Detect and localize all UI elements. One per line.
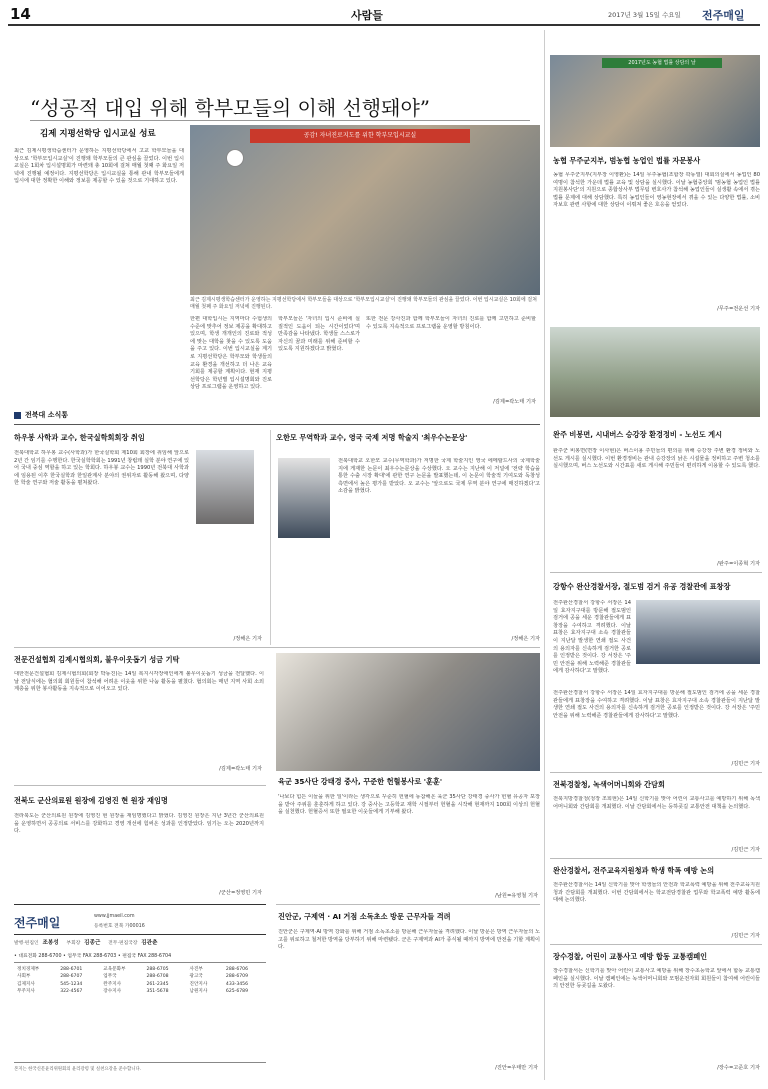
jinan-headline: 진안군, 구제역 · AI 거점 소독초소 방문 근무자들 격려 [278,912,451,921]
lead-rule [30,120,530,121]
donate-reporter: /김제=곽노태 기자 [219,766,262,772]
section-marker-icon [14,412,21,419]
flag-icon [226,149,244,167]
donate-body: 대한전문건설협회 김제시협의회(회장 박동진)는 14일 복지시각장애인에게 불우이웃돕기 성금을 전달했다. 이날 전달식에는 협의회 회원들이 참석해 어려운 이웃을 위한 나눔 활동을 펼쳤다. 협의회는 매년 지역 사회 소외계층을 위한 봉사활동을 지속적으로 이어오고 있다. [14,671,264,693]
kang-photo [276,653,540,771]
directory-cell: 완주지사 [103,981,122,987]
footer-reg-info: 등록번호 전북 가00016 [94,924,145,929]
police-headline: 강항수 완산경찰서장, 절도범 검거 유공 경찰관에 표창장 [553,582,731,591]
directory-cell: 288-6706 [225,967,249,972]
ha-portrait [196,450,254,524]
oh-body: 전북대학교 오한모 교수(무역학과)가 저명한 국제 학술지인 영국 에메랄드사의 국제학술지에 게재한 논문이 최우수논문상을 수상했다. 오 교수는 지난해 이 저널에 '전략 학습을 통한 수출 시장 확대'에 관한 연구 논문을 발표했는데, 이 논문이 학술적 기여도와 독창성 측면에서 높은 평가를 받았다. 오 교수는 '앞으로도 국제 무역 분야 연구에 매진하겠다'고 소감을 밝혔다. [338,458,540,495]
nonghyup-headline: 농협 무주군지부, 범농협 농업인 법률 자문봉사 [553,156,701,165]
directory-cell: 433-3456 [225,981,249,987]
jangsu-body: 장수경찰서는 신학기를 맞아 어린이 교통사고 예방을 위해 장수초등학교 앞에서 합동 교통캠페인을 실시했다. 이날 캠페인에는 녹색어머니회와 모범운전자회 회원들이 참여해 어린이들의 안전한 등굣길을 도왔다. [553,968,760,990]
rule-right-3 [550,858,762,859]
lead-subhead: 김제 지평선학당 입시교실 성료 [40,129,156,139]
directory-cell: 288-6705 [146,967,169,972]
footer-bottom-note: 본지는 한국신문윤리위원회의 윤리강령 및 실천요강을 준수합니다. [14,1067,142,1072]
rule-left-2 [14,904,266,905]
bus-reporter: /완주=이종혁 기자 [717,561,760,567]
directory-cell: 288-6701 [60,967,83,972]
ha-body: 전북대학교 하우봉 교수(사학과)가 한국실학회 제10회 회장에 취임해 앞으로 2년 간 임기를 수행한다. 한국실학학회는 1991년 창립돼 실학 분야 연구에 있어 국내 중심 역할을 하고 있는 학회다. 하우봉 교수는 1990년 전북대 사학과에 임용된 이후 한국실학과 한일관계사 분야의 권위자로 활동해 왔으며, 다양한 학술 연구와 저술 활동을 펼쳐왔다. [14,450,189,487]
header-rule [8,24,760,26]
oh-portrait [278,458,330,538]
directory-row [14,988,266,995]
directory-cell: 322-4567 [60,989,83,995]
lead-photo-banner: 공감! 자녀진로지도를 위한 학부모입시교실 [250,129,470,143]
directory-cell: 288-6708 [146,974,169,980]
footer-website: www.jjmaeil.com [94,914,135,919]
footer-directory [14,966,266,996]
directory-cell: 교육문화부 [103,967,126,972]
directory-row [14,973,266,980]
oh-headline: 오한모 무역학과 교수, 영국 국제 저명 학술지 '최우수논문상' [276,433,468,442]
ha-reporter: /정해은 기자 [233,636,262,642]
rule-left-1 [14,785,266,786]
rule-right-2 [550,772,762,773]
directory-cell: 무주지사 [17,989,35,995]
editor-label: 전무·편집국장 [108,941,138,946]
bus-stop-photo [550,327,760,417]
footer-rule-3 [14,1062,266,1063]
publisher-name: 조봉성 [42,940,59,946]
jinan-body: 진안군은 구제역·AI 방역 강화를 위해 거점 소독초소를 방문해 근무자들을 격려했다. 이날 방문은 방역 근무자들의 노고를 위로하고 철저한 방역을 당부하기 위해 마련됐다. 군은 구제역과 AI가 종식될 때까지 방역에 만전을 기할 계획이다. [278,929,540,951]
nonghyup-photo [550,55,760,147]
directory-cell: 김제지사 [17,981,35,987]
divider-ha-oh [270,430,271,645]
rule-kang [276,904,540,905]
footer-masthead: 전주매일 [14,916,61,930]
directory-cell: 정치경제부 [17,967,40,972]
gunsan-body: 전라북도는 군산의료원 원장에 김영진 현 원장을 재임명했다고 밝혔다. 김영진 원장은 지난 3년간 군산의료원을 운영하면서 공공의료 서비스를 강화하고 경영 개선에 힘써온 성과를 인정받았다. 임기는 오는 2020년까지다. [14,813,264,835]
section-label [14,410,134,422]
police-body: 전주완산경찰서 강항수 서장은 14일 효자지구대를 방문해 절도범인 검거에 공을 세운 경찰관들에게 표창장을 수여하고 격려했다. 이날 표창은 효자지구대 소속 경찰관들이 지난달 발생한 연쇄 절도 사건의 용의자를 신속하게 검거한 공로를 인정받은 것이다. 강 서장은 '주민 안전을 위해 노력해준 경찰관들에게 감사하다'고 말했다. [553,600,631,675]
directory-cell: 625-6789 [225,989,249,995]
editor-name: 김관춘 [141,940,158,946]
police-reporter: /김민근 기자 [731,761,760,767]
nonghyup-body: 농협 무주군지부(지부장 이영환)는 14일 무주농협(조합장 곽동열) 대회의실에서 농업인 80여명이 참석한 가운데 법률 교육 및 상담을 실시했다. 이날 농협중앙회 '범농협 농업인 법률 지원봉사단'의 지원으로 종합상사부 법무팀 변호사가 참석해 농업인들이 실생활 속에서 겪는 법률 문제에 대해 상담했다. 특히 농업인들이 영농현장에서 겪을 수 있는 다양한 법률, 소비자보호 관련 사항에 대한 상담이 이뤄져 좋은 호응을 얻었다. [553,172,760,209]
lead-body-col3: 학부모들은 '자녀의 입시 준비에 실질적인 도움이 되는 시간이었다'며 만족감을 나타냈다. 학생들 스스로가 자신의 꿈과 미래를 위해 준비할 수 있도록 지원하겠다고 밝혔다. [278,316,360,353]
footer-rule-1 [14,934,266,935]
nonghyup-reporter: /무주=전운선 기자 [717,306,760,312]
directory-cell: 남원지사 [189,989,208,995]
publisher-box [14,910,266,1076]
directory-row [14,966,266,973]
lead-body-col1: 최근 김제시평생학습센터가 운영하는 지평선학당에서 고교 학부모들을 대상으로 '학부모입시교실'이 진행돼 학부모들의 큰 관심을 끌었다. 이번 입시교실은 1회차 입시설명회가 마련돼 총 10회에 걸쳐 매월 첫째 주 화요일 저녁에 진행될 예정이다. 지평선학당은 입시교실을 통해 관내 학부모들에게 입시에 대한 정확한 이해와 정보를 제공할 수 있을 것으로 기대하고 있다. [14,148,184,185]
police-body-more: 전주완산경찰서 강항수 서장은 14일 효자지구대를 방문해 절도범인 검거에 공을 세운 경찰관들에게 표창장을 수여하고 격려했다. 이날 표창은 효자지구대 소속 경찰관들이 지난달 발생한 연쇄 절도 사건의 용의자를 신속하게 검거한 공로를 인정받은 것이다. 강 서장은 '주민 안전을 위해 노력해준 경찰관들에게 감사하다'고 말했다. [553,690,760,719]
school-headline: 완산경찰서, 전주교육지원청과 학생 학폭 예방 논의 [553,866,715,875]
directory-cell: 사회부 [17,974,31,980]
counsel-reporter: /김민근 기자 [731,847,760,853]
publisher-line [14,938,266,946]
jinan-reporter: /진안=우태만 기자 [495,1065,538,1071]
counsel-headline: 전북경찰청, 녹색어머니회와 간담회 [553,780,665,789]
directory-cell: 288-6707 [60,974,83,980]
kang-body: '나보다 힘든 이들을 위한 일'이라는 생각으로 꾸준히 헌혈에 동참해온 육군 35사단 강태경 중사가 헌혈 유공자 포장을 받아 주위를 훈훈하게 하고 있다. 강 중사는 고등학교 재학 시절부터 헌혈을 시작해 현재까지 100회 이상의 헌혈을 실천했다. 헌혈증서 또한 필요한 이웃들에게 기부해 왔다. [278,794,540,816]
police-photo [636,600,760,664]
page-header [8,4,760,24]
jangsu-headline: 장수경찰, 어린이 교통사고 예방 합동 교통캠페인 [553,952,708,961]
lead-reporter: /김제=곽노태 기자 [493,399,536,405]
page-number: 14 [10,5,31,23]
issue-date: 2017년 3월 15일 수요일 [608,11,681,19]
vp-label: 부회장 [66,941,81,946]
lead-photo [190,125,540,295]
counsel-body: 전북지방경찰청(청장 조희현)은 14일 신학기를 맞아 어린이 교통사고를 예방하기 위해 녹색어머니회와 간담회를 개최했다. 이날 간담회에서는 등하굣길 교통안전 대책을 논의했다. [553,796,760,810]
section-name: 사람들 [351,9,383,22]
kang-headline: 육군 35사단 강태경 중사, 꾸준한 헌혈봉사로 '훈훈' [278,777,443,786]
column-divider [544,30,545,1080]
directory-cell: 545-1234 [60,981,83,987]
gunsan-headline: 전북도 군산의료원 원장에 김영진 현 원장 재임명 [14,796,168,805]
lead-photo-caption: 최근 김제시평생학습센터가 운영하는 지평선학당에서 학부모들을 대상으로 '학부모입시교실'이 진행돼 학부모들의 관심을 끌었다. 이번 입시교실은 10회에 걸쳐 매월 첫째 주 화요일 저녁에 진행된다. [190,297,537,310]
section-label-text: 전북대 소식통 [25,411,69,419]
directory-cell: 261-2345 [146,981,169,987]
nonghyup-photo-banner: 2017년도 농협 법률 상담의 날 [602,58,722,68]
rule-right-4 [550,944,762,945]
ha-headline: 하우봉 사학과 교수, 한국실학회회장 취임 [14,433,145,442]
donate-headline: 전문건설협회 김제시협의회, 불우이웃돕기 성금 기탁 [14,655,180,664]
directory-cell: 사진부 [189,967,203,972]
oh-reporter: /정해은 기자 [511,636,540,642]
lead-headline: “성공적 대입 위해 학부모들의 이해 선행돼야” [30,96,430,120]
jangsu-reporter: /장수=고준호 기자 [717,1065,760,1071]
gunsan-reporter: /군산=정영민 기자 [219,890,262,896]
publisher-label: 발행·편집인 [14,941,39,946]
directory-cell: 장수지사 [103,989,122,995]
bus-body: 완주군 비봉면(면장 이사현)은 버스이용 주민들의 편의를 위해 승강장 주변 환경 정비와 노선도 게시를 실시했다. 이번 환경정비는 관내 승강장의 낡은 시설물을 정비하고 주변 청소를 실시했으며, 버스 노선도와 시간표를 새로 게시해 주민들이 편리하게 이용할 수 있도록 했다. [553,448,760,470]
directory-cell: 진안지사 [189,981,208,987]
directory-row [14,981,266,988]
footer-phones: • 대표전화 288-6700 • 업무국 FAX 288-6703 • 편집국 FAX 288-6704 [14,954,172,959]
directory-cell: 351-5678 [146,989,169,995]
masthead: 전주매일 [702,9,745,22]
directory-cell: 광고국 [189,974,203,980]
rule-right-1 [550,572,762,573]
footer-rule-2 [14,962,266,963]
school-reporter: /김민근 기자 [731,933,760,939]
directory-cell: 업무국 [103,974,117,980]
section-rule [14,424,540,425]
lead-body-col2: 한편 대학입시는 지역마다 수험생의 수준에 맞추어 정보 제공을 확대하고 있으며, 학생 개개인의 진로와 적성에 맞는 대학을 찾을 수 있도록 도움을 주고 있다. 이번 입시교실을 계기로 지평선학당은 학부모와 학생들의 교육 환경을 개선하고 더 나은 교육 기회를 제공할 계획이다. 현재 지평선학당은 학년별 입시설명회와 진로 상담 프로그램을 운영하고 있다. [190,316,272,391]
rule-mid [14,647,540,648]
kang-reporter: /남원=유영철 기자 [495,893,538,899]
lead-body-col4: 또한 전문 강사진과 함께 학부모들이 자녀의 진로를 함께 고민하고 준비할 수 있도록 지속적으로 프로그램을 운영할 방침이다. [366,316,536,330]
bus-headline: 완주 비봉면, 시내버스 승강장 환경정비 - 노선도 게시 [553,430,723,439]
school-body: 전주완산경찰서는 14일 신학기를 맞아 학생들의 안전과 학교폭력 예방을 위해 전주교육지원청과 간담회를 개최했다. 이번 간담회에서는 학교전담경찰관 업무와 학교폭력 예방 활동에 대해 논의했다. [553,882,760,904]
directory-cell: 288-6709 [225,974,249,980]
vp-name: 김종근 [84,940,101,946]
